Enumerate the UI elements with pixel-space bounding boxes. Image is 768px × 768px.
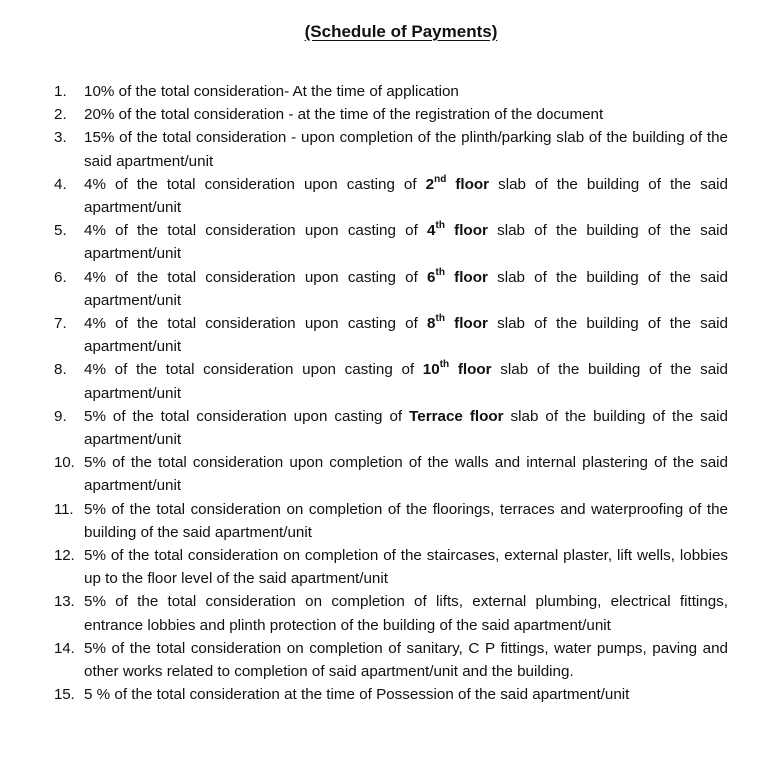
schedule-item bbox=[54, 126, 728, 172]
ordinal-suffix: th bbox=[435, 266, 445, 278]
item-text: 5% of the total consideration on completion of the staircases, external plaster, lift wells, lobbies up to the floor level of the said apartment/unit bbox=[84, 547, 728, 588]
item-number: 5. bbox=[54, 222, 67, 240]
item-emphasis-floor: floor bbox=[444, 315, 488, 333]
schedule-item bbox=[54, 219, 728, 265]
item-number: 1. bbox=[54, 83, 67, 100]
item-emphasis: 8 bbox=[427, 315, 436, 333]
item-text: 4% of the total consideration upon casting of bbox=[84, 175, 426, 193]
item-text: 15% of the total consideration - upon completion of the plinth/parking slab of the building of the said apartment/unit bbox=[84, 129, 728, 170]
item-text-tail: slab of the building of the said apartment/unit bbox=[84, 407, 728, 449]
schedule-item bbox=[54, 451, 728, 497]
schedule-item bbox=[54, 103, 728, 126]
item-text: 5% of the total consideration upon completion of the walls and internal plastering of the said apartment/unit bbox=[84, 454, 728, 495]
item-text: 4% of the total consideration upon casting of bbox=[84, 315, 428, 333]
item-text: 4% of the total consideration upon casting of bbox=[84, 222, 428, 240]
item-text: 5% of the total consideration on completion of sanitary, C P fittings, water pumps, paving and other works related to completion of said apartment/unit and the building. bbox=[84, 639, 728, 681]
schedule-item bbox=[54, 173, 728, 219]
ordinal-suffix: nd bbox=[434, 173, 447, 185]
payment-schedule-list bbox=[54, 80, 728, 706]
item-number: 3. bbox=[54, 129, 67, 147]
schedule-item bbox=[54, 683, 728, 706]
schedule-item bbox=[54, 498, 728, 544]
item-text: 4% of the total consideration upon casting of bbox=[84, 361, 423, 379]
item-number: 10. bbox=[54, 454, 75, 472]
item-emphasis: 6 bbox=[427, 268, 436, 286]
schedule-item bbox=[54, 590, 728, 636]
ordinal-suffix: th bbox=[439, 359, 450, 371]
item-number: 13. bbox=[54, 593, 75, 611]
item-text: 5% of the total consideration on completion of the floorings, terraces and waterproofing of the building of the said apartment/unit bbox=[84, 500, 728, 541]
schedule-item bbox=[54, 80, 728, 103]
item-text: 5% of the total consideration on completion of lifts, external plumbing, electrical fittings, entrance lobbies and plinth protection of the building of the said apartment/unit bbox=[84, 593, 728, 634]
schedule-item bbox=[54, 637, 728, 683]
item-text-tail: slab of the building of the said apartment/unit bbox=[84, 361, 728, 402]
item-emphasis: Terrace floor bbox=[409, 407, 504, 425]
item-number: 11. bbox=[54, 500, 74, 518]
item-text: 4% of the total consideration upon casting of bbox=[84, 268, 428, 286]
item-number: 7. bbox=[54, 315, 67, 333]
schedule-item bbox=[54, 544, 728, 590]
ordinal-suffix: th bbox=[435, 220, 445, 232]
item-text-tail: slab of the building of the said apartment/unit bbox=[84, 222, 728, 263]
ordinal-suffix: th bbox=[435, 312, 445, 324]
item-emphasis: 10 bbox=[422, 361, 440, 379]
item-emphasis-floor: floor bbox=[446, 175, 490, 193]
item-emphasis: 4 bbox=[427, 222, 436, 240]
item-number: 4. bbox=[54, 175, 67, 193]
document-title: (Schedule of Payments) bbox=[304, 22, 498, 41]
item-emphasis-floor: floor bbox=[444, 268, 488, 286]
item-text-tail: slab of the building of the said apartment/unit bbox=[84, 268, 728, 309]
schedule-item bbox=[54, 405, 728, 451]
item-number: 9. bbox=[54, 407, 67, 425]
item-text: 10% of the total consideration- At the time of application bbox=[84, 83, 459, 100]
item-text: 20% of the total consideration - at the time of the registration of the document bbox=[84, 106, 604, 124]
item-emphasis-floor: floor bbox=[444, 222, 488, 240]
item-text: 5 % of the total consideration at the time of Possession of the said apartment/unit bbox=[84, 686, 630, 704]
schedule-item bbox=[54, 266, 728, 312]
item-number: 15. bbox=[54, 686, 75, 704]
item-number: 2. bbox=[54, 106, 67, 124]
item-text: 5% of the total consideration upon casting of bbox=[84, 407, 410, 425]
item-text-tail: slab of the building of the said apartment/unit bbox=[84, 315, 728, 356]
item-number: 8. bbox=[54, 361, 67, 379]
item-number: 6. bbox=[54, 268, 67, 286]
schedule-item bbox=[54, 358, 728, 404]
item-emphasis: 2 bbox=[425, 175, 435, 193]
schedule-item bbox=[54, 312, 728, 358]
item-text-tail: slab of the building of the said apartment/unit bbox=[84, 175, 728, 217]
item-emphasis-floor: floor bbox=[449, 361, 492, 379]
item-number: 14. bbox=[54, 639, 75, 657]
item-number: 12. bbox=[54, 547, 75, 565]
